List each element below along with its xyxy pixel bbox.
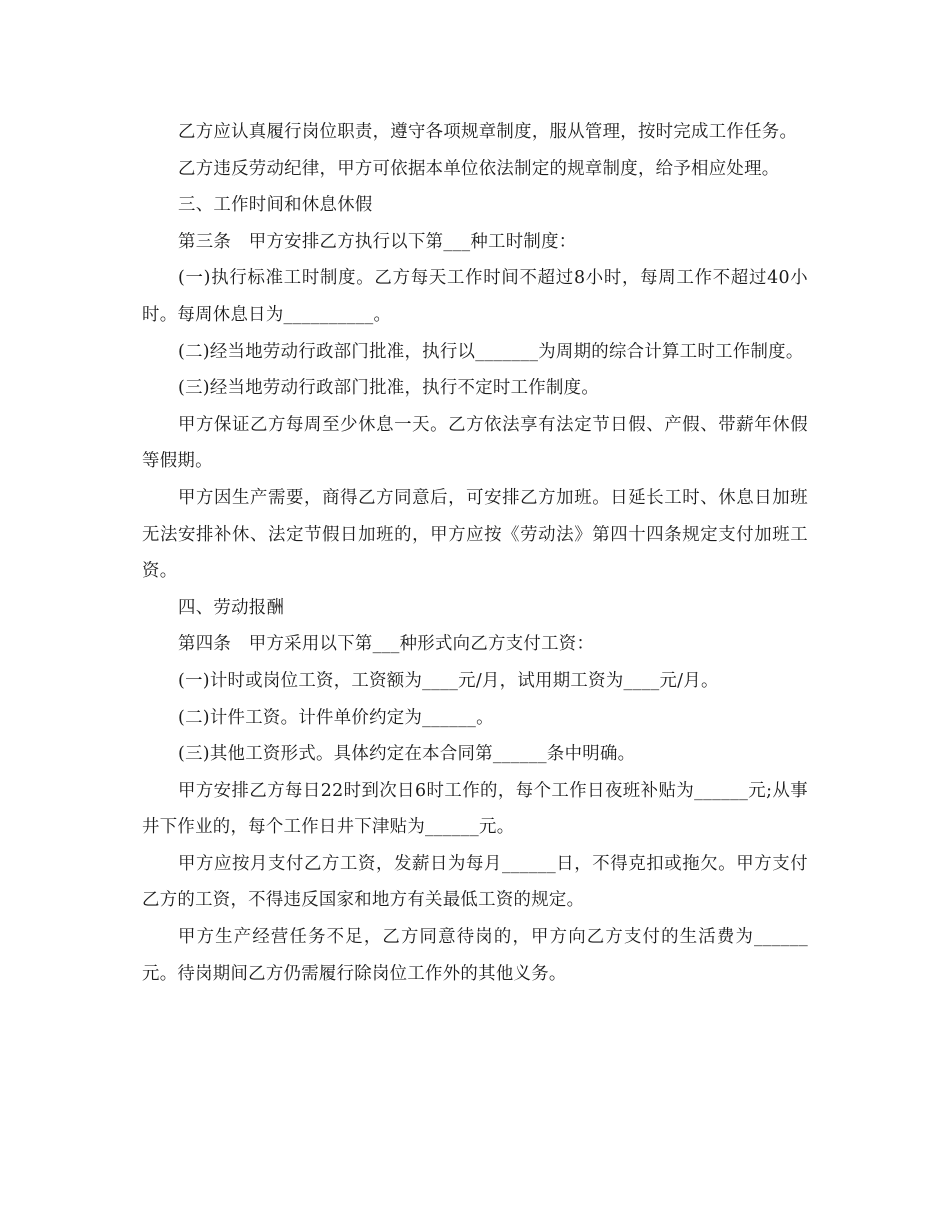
article-4-item-3: (三)其他工资形式。具体约定在本合同第______条中明确。 (178, 744, 636, 765)
article-4: 第四条 甲方采用以下第___种形式向乙方支付工资： (178, 634, 595, 655)
paragraph-rest-days: 甲方保证乙方每周至少休息一天。乙方依法享有法定节日假、产假、带薪年休假等假期。 (142, 414, 808, 472)
paragraph-overtime: 甲方因生产需要，商得乙方同意后，可安排乙方加班。日延长工时、休息日加班无法安排补休、法定节假日加班的，甲方应按《劳动法》第四十四条规定支付加班工资。 (142, 487, 808, 582)
article-3-item-1: (一)执行标准工时制度。乙方每天工作时间不超过8小时，每周工作不超过40小时。每周休息日为__________。 (142, 268, 808, 325)
article-3: 第三条 甲方安排乙方执行以下第___种工时制度： (178, 231, 577, 252)
document-body (142, 114, 808, 992)
section-heading-remuneration: 四、劳动报酬 (178, 597, 285, 618)
paragraph-payday: 甲方应按月支付乙方工资，发薪日为每月______日，不得克扣或拖欠。甲方支付乙方的工资，不得违反国家和地方有关最低工资的规定。 (142, 853, 808, 911)
paragraph-duties: 乙方应认真履行岗位职责，遵守各项规章制度，服从管理，按时完成工作任务。 (178, 122, 798, 142)
article-3-item-3: (三)经当地劳动行政部门批准，执行不定时工作制度。 (178, 378, 600, 399)
paragraph-night-allowance: 甲方安排乙方每日22时到次日6时工作的，每个工作日夜班补贴为______元;从事井下作业的，每个工作日井下津贴为______元。 (142, 780, 808, 838)
article-4-item-2: (二)计件工资。计件单价约定为______。 (178, 707, 494, 728)
paragraph-standby: 甲方生产经营任务不足，乙方同意待岗的，甲方向乙方支付的生活费为______元。待岗期间乙方仍需履行除岗位工作外的其他义务。 (142, 927, 808, 984)
section-heading-work-time: 三、工作时间和休息休假 (178, 195, 373, 216)
article-3-item-2: (二)经当地劳动行政部门批准，执行以_______为周期的综合计算工时工作制度。 (178, 341, 804, 362)
paragraph-discipline: 乙方违反劳动纪律，甲方可依据本单位依法制定的规章制度，给予相应处理。 (178, 158, 780, 179)
article-4-item-1: (一)计时或岗位工资，工资额为____元/月，试用期工资为____元/月。 (178, 670, 719, 691)
